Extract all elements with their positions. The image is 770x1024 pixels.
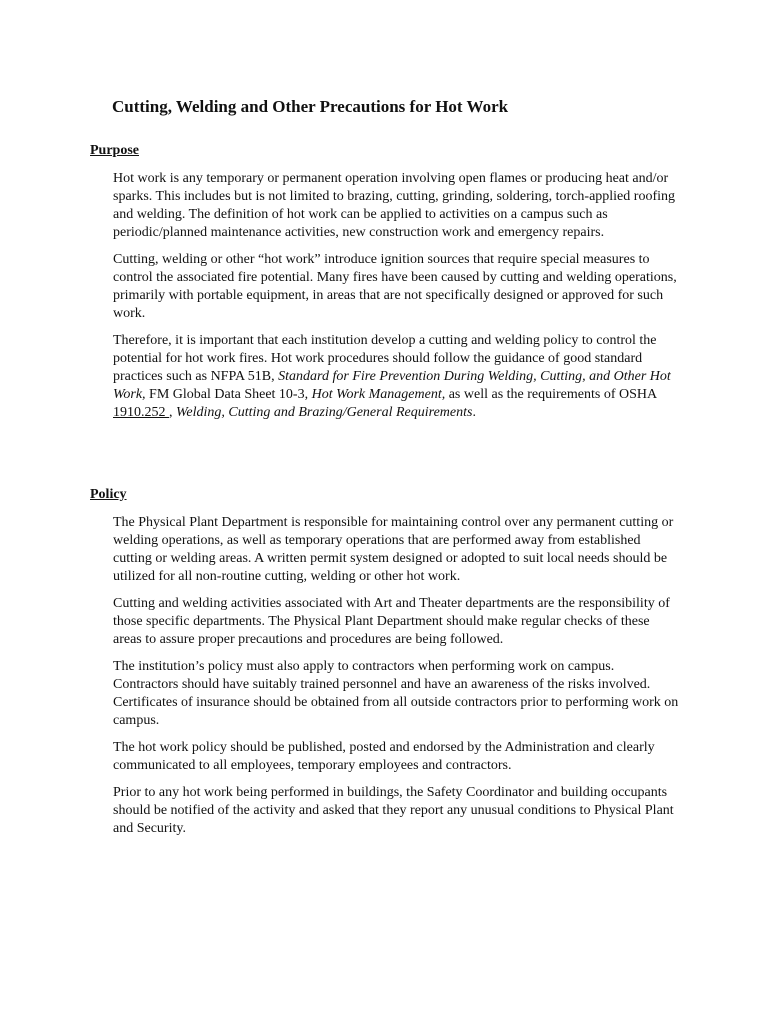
policy-paragraph-3: The institution’s policy must also apply to contractors when performing work on campus. Contractors should have suitably trained personnel and have an awareness of the risks involved. Certificates of insurance should be obtained from all outside contractors prior to performing work on campus.	[113, 659, 679, 728]
osha-regulation-title: Welding, Cutting and Brazing/General Requirements	[176, 405, 473, 420]
text-run: as well as the requirements of OSHA	[445, 387, 657, 402]
osha-1910-252-link[interactable]: 1910.252	[113, 405, 169, 420]
purpose-paragraph-3	[113, 332, 679, 422]
policy-paragraph-4: The hot work policy should be published, posted and endorsed by the Administration and clearly communicated to all employees, temporary employees and contractors.	[113, 740, 655, 773]
purpose-heading: Purpose	[90, 143, 139, 158]
purpose-section	[113, 170, 679, 431]
policy-section	[113, 514, 679, 847]
policy-paragraph-2: Cutting and welding activities associated with Art and Theater departments are the responsibility of those specific departments. The Physical Plant Department should make regular checks of these areas to assure proper precautions and procedures are being followed.	[113, 596, 670, 647]
policy-paragraph-1: The Physical Plant Department is responsible for maintaining control over any permanent cutting or welding operations, as well as temporary operations that are performed away from established cutting or welding areas. A written permit system designed or adopted to suit local needs should be utilized for all non-routine cutting, welding or other hot work.	[113, 515, 674, 584]
text-run: Therefore, it is important that each institution develop a cutting and welding policy to control the potential for hot work fires. Hot work procedures should follow the guidance of good standard practices such as NFPA 51B,	[113, 333, 657, 384]
text-run: .	[472, 405, 476, 420]
text-run: FM Global Data Sheet 10-3,	[145, 387, 312, 402]
document-title: Cutting, Welding and Other Precautions for Hot Work	[112, 97, 509, 116]
hot-work-management-title: Hot Work Management,	[311, 387, 446, 402]
policy-paragraph-5: Prior to any hot work being performed in buildings, the Safety Coordinator and building occupants should be notified of the activity and asked that they report any unusual conditions to Physical Plant and Security.	[113, 785, 674, 836]
nfpa-standard-title: Standard for Fire Prevention During Welding, Cutting, and Other Hot Work,	[113, 369, 671, 402]
policy-heading: Policy	[90, 487, 127, 502]
purpose-paragraph-1: Hot work is any temporary or permanent operation involving open flames or producing heat and/or sparks. This includes but is not limited to brazing, cutting, grinding, soldering, torch-applied roofing and welding. The definition of hot work can be applied to activities on a campus such as periodic/planned maintenance activities, new construction work and emergency repairs.	[113, 171, 675, 240]
text-run: ,	[169, 405, 176, 420]
purpose-paragraph-2: Cutting, welding or other “hot work” introduce ignition sources that require special measures to control the associated fire potential. Many fires have been caused by cutting and welding operations, primarily with portable equipment, in areas that are not specifically designed or approved for such work.	[113, 252, 677, 321]
